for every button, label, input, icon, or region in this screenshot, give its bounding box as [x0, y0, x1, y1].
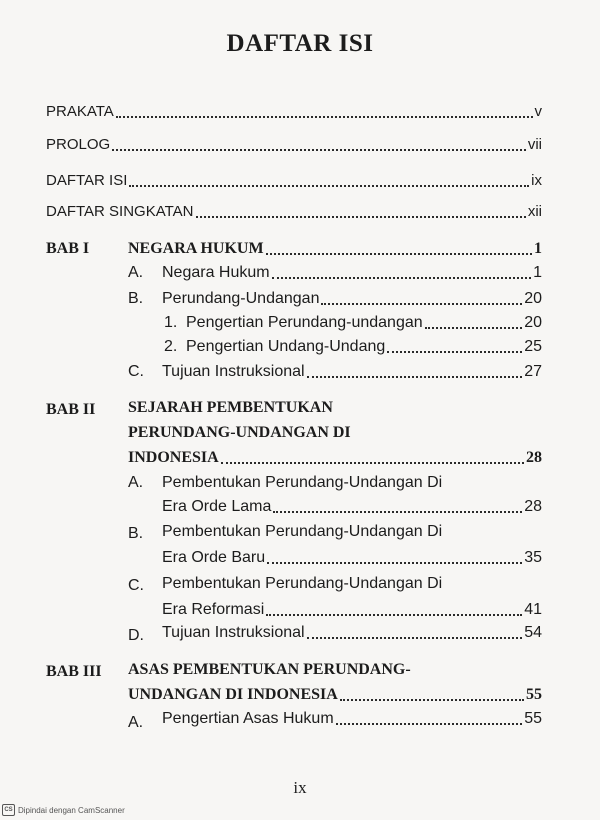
section-letter: A. [128, 474, 144, 491]
chapter-title-line: ASAS PEMBENTUKAN PERUNDANG- [128, 661, 411, 678]
entry-label: Tujuan Instruksional [162, 363, 305, 380]
section-letter: C. [128, 577, 144, 594]
page-title: DAFTAR ISI [226, 30, 374, 57]
entry-label: Pengertian Asas Hukum [162, 710, 334, 727]
entry-label: Tujuan Instruksional [162, 624, 305, 641]
bab-1-title-entry [128, 240, 542, 258]
dot-leader [196, 216, 526, 218]
entry-page: vii [527, 136, 542, 153]
entry-label: Pengertian Undang-Undang [186, 338, 386, 355]
entry-page: v [534, 103, 542, 120]
entry-label-line: Pembentukan Perundang-Undangan Di [162, 474, 443, 491]
entry-page: 20 [524, 290, 542, 307]
dot-leader [336, 723, 523, 725]
entry-label: DAFTAR ISI [46, 172, 128, 189]
scanner-text: Dipindai dengan CamScanner [18, 805, 125, 815]
section-letter: D. [128, 627, 144, 644]
dot-leader [272, 277, 531, 279]
entry-label: Perundang-Undangan [162, 290, 320, 307]
bab-2-title-entry [128, 449, 542, 467]
entry-page: xii [527, 203, 542, 220]
entry-label-line: Pembentukan Perundang-Undangan Di [162, 523, 443, 540]
chapter-title: NEGARA HUKUM [128, 240, 264, 257]
section-letter: A. [128, 264, 144, 281]
bab-1-label: BAB I [46, 240, 90, 257]
bab-2-label: BAB II [46, 401, 96, 418]
subsection-number: 1. [164, 314, 178, 331]
toc-entry-pengertian-perundang-undangan [186, 314, 542, 332]
toc-entry-prolog [46, 136, 542, 153]
toc-entry-pengertian-asas-hukum [162, 710, 542, 728]
bab-3-title-entry [128, 686, 542, 704]
entry-label: Era Reformasi [162, 601, 265, 618]
scanner-watermark [2, 804, 125, 816]
entry-page: 55 [526, 686, 542, 703]
dot-leader [307, 376, 523, 378]
entry-label: DAFTAR SINGKATAN [46, 203, 194, 220]
page-number: ix [293, 778, 307, 797]
dot-leader [307, 637, 523, 639]
dot-leader [266, 614, 522, 616]
entry-page: 1 [533, 264, 542, 281]
chapter-title-line: PERUNDANG-UNDANGAN DI [128, 424, 351, 441]
toc-entry-pengertian-undang-undang [186, 338, 542, 356]
toc-entry-daftar-isi [46, 172, 542, 189]
toc-entry-perundang-undangan [162, 290, 542, 308]
entry-page: 28 [526, 449, 542, 466]
section-letter: B. [128, 525, 144, 542]
entry-label-line: Pembentukan Perundang-Undangan Di [162, 575, 443, 592]
entry-label: Pengertian Perundang-undangan [186, 314, 423, 331]
entry-label: Era Orde Lama [162, 498, 272, 515]
entry-page: 25 [524, 338, 542, 355]
chapter-title-line: SEJARAH PEMBENTUKAN [128, 399, 333, 416]
entry-page: 27 [524, 363, 542, 380]
entry-page: 1 [534, 240, 542, 257]
camscanner-icon: CS [2, 804, 15, 816]
dot-leader [112, 149, 526, 151]
toc-entry-daftar-singkatan [46, 203, 542, 220]
entry-page: 35 [524, 549, 542, 566]
entry-page: 20 [524, 314, 542, 331]
toc-entry-orde-baru [162, 549, 542, 567]
toc-entry-tujuan-instruksional-2 [162, 624, 542, 642]
toc-entry-negara-hukum [162, 264, 542, 282]
dot-leader [321, 303, 522, 305]
section-letter: B. [128, 290, 144, 307]
entry-label: PRAKATA [46, 103, 114, 120]
dot-leader [116, 116, 533, 118]
section-letter: C. [128, 363, 144, 380]
dot-leader [129, 185, 529, 187]
subsection-number: 2. [164, 338, 178, 355]
dot-leader [273, 511, 522, 513]
chapter-title: INDONESIA [128, 449, 219, 466]
dot-leader [340, 699, 524, 701]
entry-page: ix [531, 172, 542, 189]
toc-entry-tujuan-instruksional [162, 363, 542, 381]
section-letter: A. [128, 714, 144, 731]
toc-entry-reformasi [162, 601, 542, 619]
bab-3-label: BAB III [46, 663, 102, 680]
dot-leader [221, 462, 524, 464]
toc-entry-orde-lama [162, 498, 542, 516]
dot-leader [425, 327, 523, 329]
entry-page: 55 [524, 710, 542, 727]
entry-label: Era Orde Baru [162, 549, 266, 566]
dot-leader [266, 253, 532, 255]
entry-label: PROLOG [46, 136, 111, 153]
toc-entry-prakata [46, 103, 542, 120]
dot-leader [267, 562, 522, 564]
entry-page: 28 [524, 498, 542, 515]
entry-page: 41 [524, 601, 542, 618]
chapter-title: UNDANGAN DI INDONESIA [128, 686, 338, 703]
dot-leader [387, 351, 522, 353]
entry-page: 54 [524, 624, 542, 641]
entry-label: Negara Hukum [162, 264, 270, 281]
